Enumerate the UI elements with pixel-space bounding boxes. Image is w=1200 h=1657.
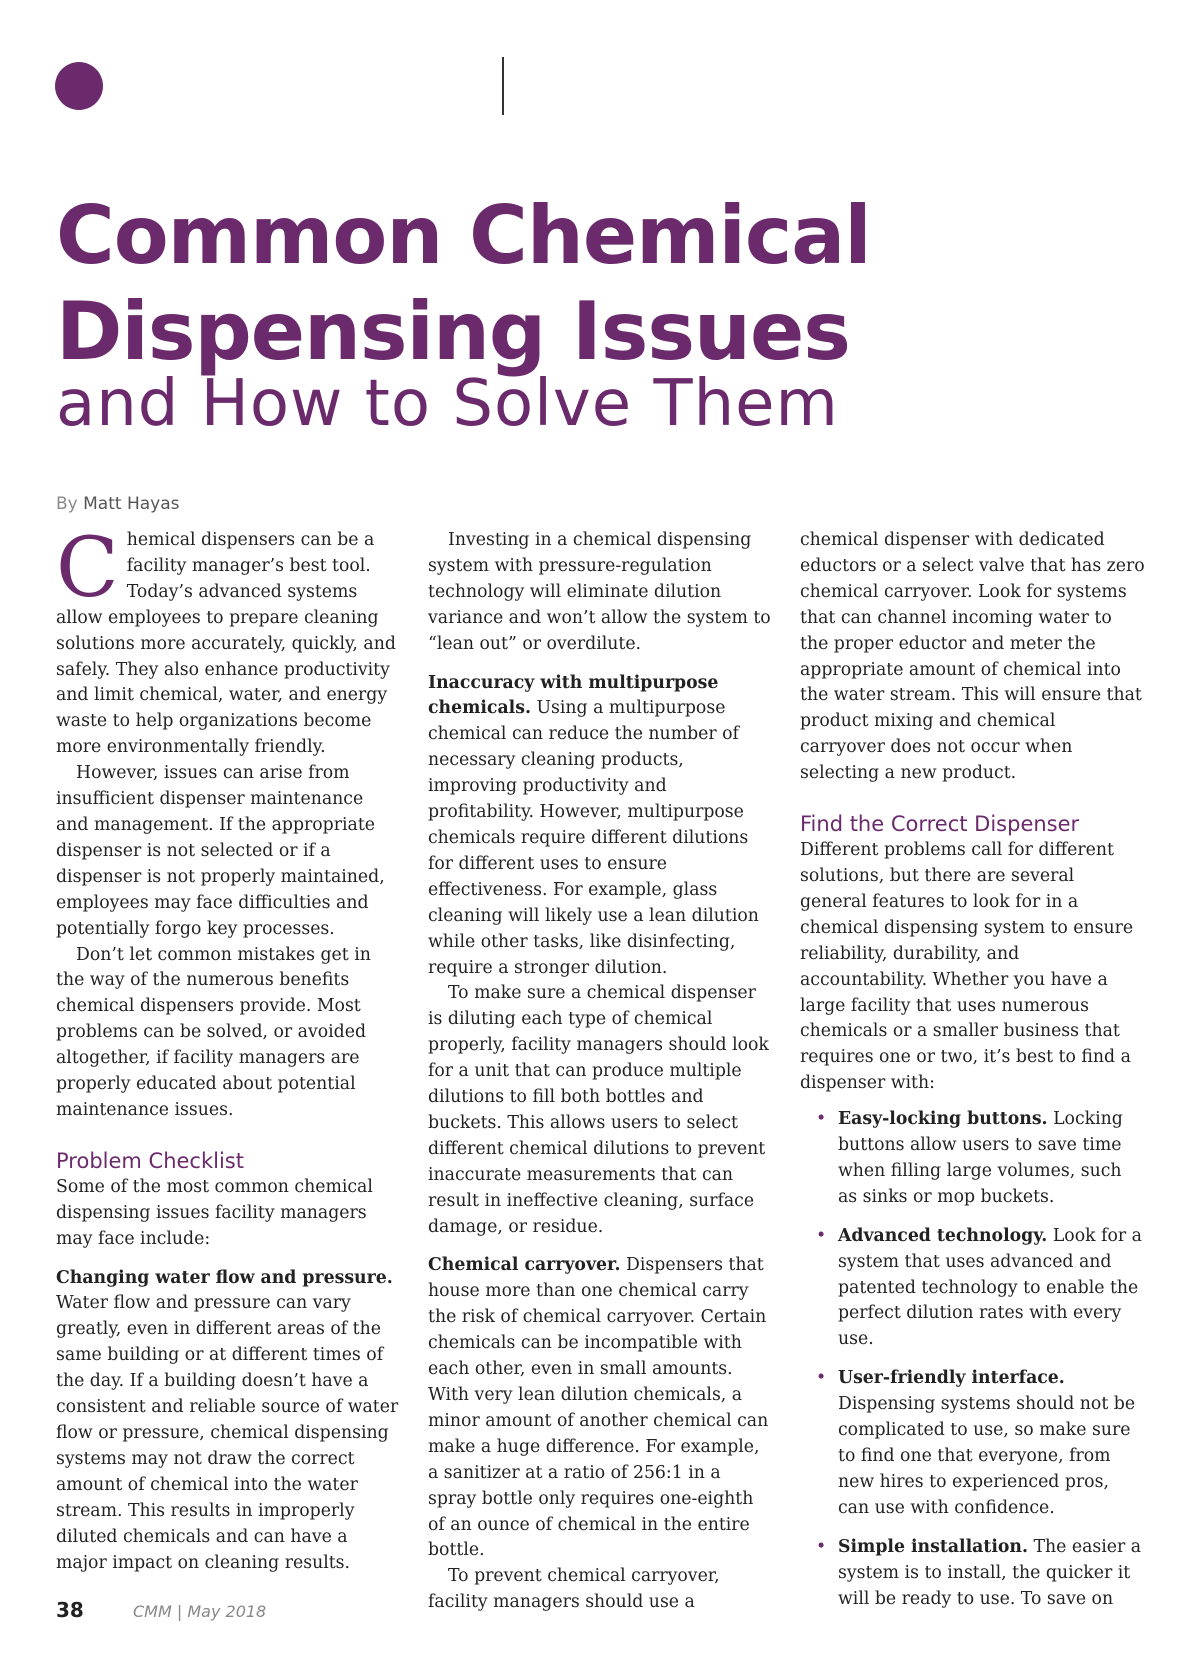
list-item bbox=[816, 1535, 1145, 1613]
column-1 bbox=[56, 521, 401, 1576]
title-line-1: Common Chemical bbox=[56, 189, 871, 282]
banner-circle-icon bbox=[55, 62, 103, 110]
column-3 bbox=[800, 528, 1145, 1625]
list-item-heading: Easy-locking buttons. bbox=[838, 1109, 1048, 1130]
paragraph bbox=[428, 671, 773, 982]
list-item bbox=[816, 1366, 1145, 1521]
paragraph: Investing in a chemical dispensing system with pressure-regulation technology will eliminate dilution variance and won’t allow the system to “lean out” or overdilute. bbox=[428, 530, 771, 654]
paragraph: To make sure a chemical dispenser is diluting each type of chemical properly, facility managers should look for a unit that can produce multiple dilutions to fill both bottles and buckets. This allows users to select different chemical dilutions to prevent inaccurate measurements that can result in ineffective cleaning, surface damage, or residue. bbox=[428, 983, 769, 1237]
paragraph-text: Water flow and pressure can vary greatly, even in different areas of the same building or at different times of the day. If a building doesn’t have a consistent and reliable source of water flow or pressure, chemical dispensing systems may not draw the correct amount of chemical into the water stream. This results in improperly diluted chemicals and can have a major impact on cleaning results. bbox=[56, 1293, 399, 1573]
list-item-text: Locking buttons allow users to save time when filling large volumes, such as sinks or mop buckets. bbox=[838, 1109, 1123, 1207]
title-line-2: Dispensing Issues bbox=[56, 285, 850, 378]
paragraph-text: hemical dispensers can be a facility manager’s best tool. Today’s advanced systems allow employees to prepare cleaning solutions more accurately, quickly, and safely. They also enhance productivity and limit chemical, water, and energy waste to help organizations become more environmentally friendly. bbox=[56, 530, 396, 758]
feature-list bbox=[800, 1107, 1145, 1612]
section-label-bold: in focus: bbox=[152, 70, 288, 103]
run-in-heading: Chemical carryover. bbox=[428, 1255, 621, 1276]
paragraph: Don’t let common mistakes get in the way of the numerous benefits chemical dispensers provide. Most problems can be solved, or avoided altogether, if facility managers are properly educated about potential maintenance issues. bbox=[56, 944, 371, 1120]
section-label bbox=[152, 67, 447, 107]
list-item-heading: User-friendly interface. bbox=[838, 1368, 1065, 1389]
run-in-heading: Changing water flow and pressure. bbox=[56, 1267, 393, 1288]
list-item-heading: Simple installation. bbox=[838, 1536, 1029, 1557]
magazine-issue: CMM | May 2018 bbox=[133, 1602, 267, 1621]
page-number: 38 bbox=[56, 1598, 84, 1622]
paragraph: Some of the most common chemical dispensing issues facility managers may face include: bbox=[56, 1176, 373, 1249]
drop-cap: C bbox=[56, 521, 119, 616]
paragraph: Different problems call for different solutions, but there are several general features to look for in a chemical dispensing system to ensure reliability, durability, and accountability. Whether you have a large facility that uses numerous chemicals or a smaller business that requires one or two, it’s best to find a dispenser with: bbox=[800, 840, 1134, 1094]
list-item-heading: Advanced technology. bbox=[838, 1225, 1048, 1246]
byline bbox=[56, 494, 180, 514]
byline-prefix: By bbox=[56, 494, 78, 514]
article-subtitle: and How to Solve Them bbox=[56, 367, 839, 441]
column-2 bbox=[428, 528, 773, 1616]
paragraph bbox=[428, 1253, 773, 1564]
section-heading-problem-checklist: Problem Checklist bbox=[56, 1148, 244, 1173]
article-title bbox=[56, 188, 871, 380]
bullet-icon: • bbox=[816, 1368, 827, 1389]
list-item bbox=[816, 1107, 1145, 1211]
bullet-icon: • bbox=[816, 1536, 827, 1557]
paragraph: chemical dispenser with dedicated eductors or a select valve that has zero chemical carryover. Look for systems that can channel incoming water to the proper eductor and meter the appropriate amount of chemical into the water stream. This will ensure that product mixing and chemical carryover does not occur when selecting a new product. bbox=[800, 530, 1145, 784]
bullet-icon: • bbox=[816, 1225, 827, 1246]
section-heading-find-dispenser: Find the Correct Dispenser bbox=[800, 812, 1080, 837]
run-in-heading: Inaccuracy with multipurpose chemicals. bbox=[428, 672, 719, 719]
banner-divider bbox=[502, 57, 504, 115]
section-label-topic: dispensers bbox=[287, 70, 447, 103]
paragraph: To prevent chemical carryover, facility managers should use a bbox=[428, 1566, 720, 1613]
bullet-icon: • bbox=[816, 1109, 827, 1130]
list-item bbox=[816, 1224, 1145, 1354]
paragraph bbox=[56, 521, 401, 761]
paragraph bbox=[56, 1266, 401, 1577]
byline-author: Matt Hayas bbox=[83, 494, 180, 514]
list-item-text: Look for a system that uses advanced and patented technology to enable the perfect dilution rates with every use. bbox=[838, 1225, 1142, 1350]
paragraph-text: Dispensers that house more than one chemical carry the risk of chemical carryover. Certain chemicals can be incompatible with each other, even in small amounts. With very lean dilution chemicals, a minor amount of another chemical can make a huge difference. For example, a sanitizer at a ratio of 256:1 in a spray bottle only requires one-eighth of an ounce of chemical in the entire bottle. bbox=[428, 1255, 769, 1561]
list-item-text: The easier a system is to install, the quicker it will be ready to use. To save on bbox=[838, 1536, 1142, 1609]
list-item-text: Dispensing systems should not be complicated to use, so make sure to find one that everyone, from new hires to experienced pros, can use with confidence. bbox=[838, 1394, 1136, 1518]
paragraph: However, issues can arise from insufficient dispenser maintenance and management. If the appropriate dispenser is not selected or if a dispenser is not properly maintained, employees may face difficulties and potentially forgo key processes. bbox=[56, 763, 385, 939]
paragraph-text: Using a multipurpose chemical can reduce the number of necessary cleaning products, improving productivity and profitability. However, multipurpose chemicals require different dilutions for different uses to ensure effectiveness. For example, glass cleaning will likely use a lean dilution while other tasks, like disinfecting, require a stronger dilution. bbox=[428, 698, 759, 978]
